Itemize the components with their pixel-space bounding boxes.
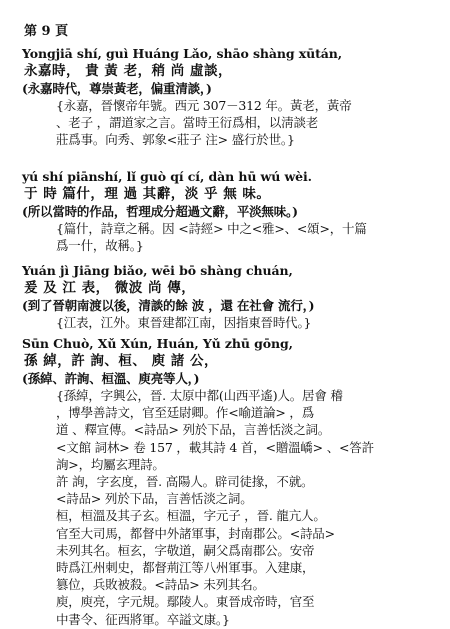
section-yuanji	[22, 262, 442, 331]
annotation-line: 道 、釋宣傳。<詩品> 列於下品，言善恬淡之詞。	[56, 422, 331, 438]
annotation-line: 庾，庾亮，字元規。鄢陵人。東晉成帝時，官至	[56, 594, 315, 610]
annotation-line: 時爲江州刺史，都督荊江等八州軍事。入建康，	[56, 560, 315, 576]
annotation-line: 爲一什，故稱。}	[56, 238, 144, 254]
annotation-line: 篡位，兵敗被殺。<詩品> 未列其名。	[56, 577, 265, 593]
page-number: 第 9 頁	[24, 24, 69, 39]
translation-line: (孫綽、許詢、桓溫、庾亮等人，)	[22, 371, 200, 386]
annotation-line: 許 詢，字玄度，晉. 高陽人。辟司徒掾，不就。	[56, 474, 314, 490]
original-text: 爰 及 江 表， 微波 尚 傳，	[24, 280, 196, 296]
original-text: 永嘉時， 貴 黃 老，稍 尚 虛談，	[24, 63, 232, 79]
pinyin-line: yú shí piānshí, lǐ guò qí cí, dàn hū wú wèi.	[22, 169, 312, 184]
annotation-line: 中書令、征西將軍。卒謚文康。}	[56, 611, 230, 627]
annotation-line: <文館 詞林> 卷 157 ，載其詩 4 首，<贈溫嶠> 、<答許	[56, 439, 374, 455]
pinyin-line: Yuán jì Jiāng biǎo, wēi bō shàng chuán,	[22, 263, 293, 278]
original-text: 于 時 篇什，理 過 其辭，淡 乎 無 味。	[24, 186, 271, 202]
annotation	[22, 314, 442, 331]
annotation-line: 莊爲事。向秀、郭象<莊子 注> 盛行於世。}	[56, 132, 295, 148]
pinyin-line: Sūn Chuò, Xǔ Xún, Huán, Yǔ zhū gōng,	[22, 336, 293, 351]
annotation-line: 桓，桓溫及其子玄。桓溫，字元子 ，晉. 龍亢人。	[56, 508, 326, 524]
annotation-line: 未列其名。桓玄，字敬道，嗣父爲南郡公。安帝	[56, 542, 315, 558]
annotation	[22, 387, 442, 628]
section-yushi	[22, 168, 442, 254]
annotation	[22, 97, 442, 149]
annotation-line: ，博學善詩文，官至廷尉卿。作<喻道論> ，爲	[56, 405, 315, 421]
original-text: 孫 綽，許 詢、桓、 庾 諸 公，	[24, 353, 218, 369]
annotation-line: 詢>，均屬玄理詩。	[56, 456, 165, 472]
annotation-line: 官至大司馬，都督中外諸軍事，封南郡公。<詩品>	[56, 525, 335, 541]
annotation-line: {江表，江外。東晉建都江南，因指東晉時代。}	[56, 315, 312, 330]
annotation-line: <詩品> 列於下品，言善恬淡之詞。	[56, 491, 253, 507]
annotation	[22, 220, 442, 254]
annotation-line: 、老子 ，謂道家之言。當時王衍爲相，以淸談老	[56, 115, 319, 131]
annotation-line: {篇什，詩章之稱。因 <詩經> 中之<雅>、<頌>，十篇	[56, 221, 367, 236]
translation-line: (永嘉時代，尊崇黃老，偏重清談，)	[22, 81, 212, 96]
pinyin-line: Yongjiā shí, guì Huáng Lǎo, shāo shàng xūtán,	[22, 46, 343, 61]
annotation-line: {永嘉，晉懷帝年號。西元 307－312 年。黃老，黃帝	[56, 98, 352, 113]
annotation-line: {孫綽，字興公，晉. 太原中都(山西平遙)人。居會 稽	[56, 388, 343, 403]
translation-line: (到了晉朝南渡以後，清談的餘 波 ，還 在社會 流行，)	[22, 298, 315, 313]
translation-line: (所以當時的作品，哲理成分超過文辭，平淡無味。)	[22, 204, 298, 219]
section-sunchuo	[22, 335, 442, 628]
section-yongjia	[22, 45, 442, 149]
